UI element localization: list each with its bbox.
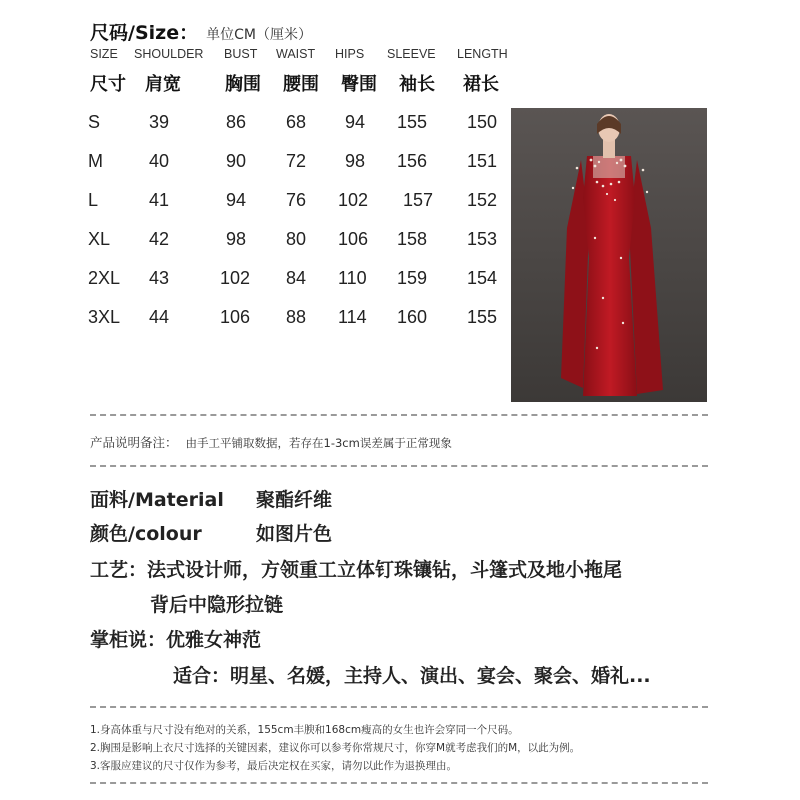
cell-shoulder: 43: [149, 268, 170, 288]
header-en-shoulder: SHOULDER: [134, 47, 204, 61]
cell-waist: 84: [286, 268, 307, 288]
footnote-1: 1.身高体重与尺寸没有绝对的关系，155cm丰腴和168cm瘦高的女生也许会穿同一个尺码。: [90, 724, 519, 736]
dress-illustration: [511, 108, 707, 402]
divider: [90, 706, 708, 708]
header-cn-bust: 胸围: [225, 74, 261, 95]
cell-waist: 88: [286, 307, 307, 327]
suitable-occasions: 适合：明星、名媛，主持人、演出、宴会、聚会、婚礼...: [173, 665, 651, 687]
divider: [90, 465, 708, 467]
cell-length: 151: [467, 151, 498, 171]
cell-bust: 102: [220, 268, 251, 288]
cell-bust: 86: [226, 112, 247, 132]
craft-line-2: 背后中隐形拉链: [150, 594, 284, 616]
cell-waist: 76: [286, 190, 307, 210]
cell-shoulder: 41: [149, 190, 170, 210]
table-row: [0, 151, 510, 181]
material-label: 面料/Material: [90, 489, 224, 511]
divider: [90, 414, 708, 416]
note-label: 产品说明备注：: [90, 435, 178, 450]
cell-waist: 80: [286, 229, 307, 249]
cell-hips: 94: [345, 112, 366, 132]
table-row: [0, 307, 510, 337]
header-en-size: SIZE: [90, 47, 118, 61]
title-text: 尺码/Size：: [90, 22, 199, 44]
cell-hips: 98: [345, 151, 366, 171]
header-cn-hips: 臀围: [341, 74, 377, 95]
cell-sleeve: 160: [397, 307, 428, 327]
product-note: [90, 433, 452, 451]
cell-size: 2XL: [88, 268, 121, 288]
cell-length: 152: [467, 190, 498, 210]
cell-length: 150: [467, 112, 498, 132]
dress-body: [583, 156, 637, 396]
cell-hips: 102: [338, 190, 369, 210]
header-cn-shoulder: 肩宽: [145, 74, 181, 95]
cell-size: 3XL: [88, 307, 121, 327]
cell-waist: 72: [286, 151, 307, 171]
cell-sleeve: 158: [397, 229, 428, 249]
cell-size: M: [88, 151, 103, 171]
cell-length: 155: [467, 307, 498, 327]
cell-size: XL: [88, 229, 111, 249]
cell-shoulder: 42: [149, 229, 170, 249]
header-cn-waist: 腰围: [283, 74, 319, 95]
table-row: [0, 112, 510, 142]
header-en-length: LENGTH: [457, 47, 508, 61]
material-row: [90, 485, 590, 511]
cell-bust: 106: [220, 307, 251, 327]
material-value: 聚酯纤维: [256, 489, 333, 511]
cell-sleeve: 159: [397, 268, 428, 288]
cell-hips: 114: [338, 307, 367, 327]
cell-sleeve: 156: [397, 151, 428, 171]
cell-hips: 106: [338, 229, 369, 249]
cell-size: L: [88, 190, 99, 210]
divider: [90, 782, 708, 784]
footnote-3: 3.客服应建议的尺寸仅作为参考，最后决定权在买家，请勿以此作为退换理由。: [90, 760, 458, 772]
unit-text: 单位CM（厘米）: [206, 27, 312, 43]
cell-bust: 94: [226, 190, 247, 210]
cell-length: 153: [467, 229, 498, 249]
color-row: [90, 519, 590, 545]
color-label: 颜色/colour: [90, 523, 202, 545]
size-chart-title: [90, 18, 312, 45]
cell-size: S: [88, 112, 101, 132]
cell-waist: 68: [286, 112, 307, 132]
note-text: 由手工平铺取数据，若存在1-3cm误差属于正常现象: [185, 436, 452, 450]
cell-shoulder: 39: [149, 112, 170, 132]
header-cn-size: 尺寸: [90, 74, 126, 95]
header-en-bust: BUST: [224, 47, 258, 61]
cell-shoulder: 40: [149, 151, 170, 171]
product-photo: [511, 108, 707, 402]
cell-bust: 90: [226, 151, 247, 171]
header-en-sleeve: SLEEVE: [387, 47, 436, 61]
cell-hips: 110: [338, 268, 367, 288]
header-en-hips: HIPS: [335, 47, 365, 61]
table-row: [0, 229, 510, 259]
header-cn-sleeve: 袖长: [399, 74, 435, 95]
cell-bust: 98: [226, 229, 247, 249]
craft-line-1: 工艺：法式设计师，方领重工立体钉珠镶钻，斗篷式及地小拖尾: [90, 559, 623, 581]
table-row: [0, 268, 510, 298]
cell-sleeve: 155: [397, 112, 428, 132]
header-cn-length: 裙长: [463, 74, 499, 95]
cell-sleeve: 157: [403, 190, 434, 210]
shopkeeper-says: 掌柜说：优雅女神范: [90, 629, 262, 651]
footnote-2: 2.胸围是影响上衣尺寸选择的关键因素，建议你可以参考你常规尺寸，你穿M就考虑我们的M，以此为例。: [90, 742, 581, 754]
cell-length: 154: [467, 268, 498, 288]
color-value: 如图片色: [256, 523, 333, 545]
header-en-waist: WAIST: [276, 47, 316, 61]
table-row: [0, 190, 510, 220]
cell-shoulder: 44: [149, 307, 170, 327]
